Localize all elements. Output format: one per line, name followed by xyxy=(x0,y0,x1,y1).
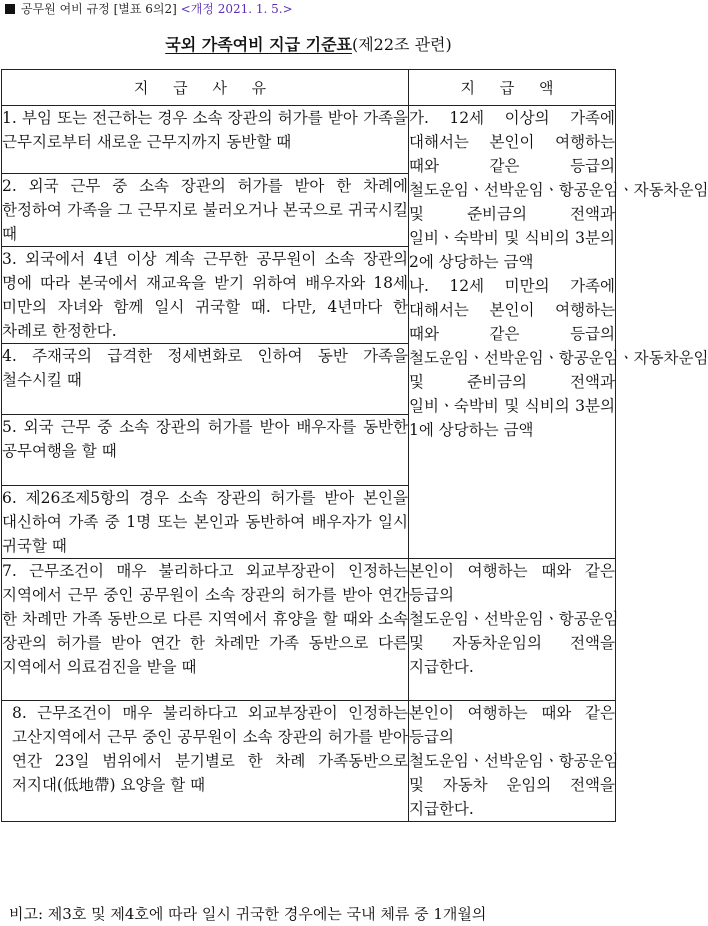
table-row xyxy=(2,559,616,701)
reason-cell-5: 5. 외국 근무 중 소속 장관의 허가를 받아 배우자를 동반한 공무여행을 할 때 xyxy=(2,415,409,486)
reason-cell-8: 8. 근무조건이 매우 불리하다고 외교부장관이 인정하는 고산지역에서 근무 중인 공무원이 소속 장관의 허가를 받아 연간 23일 범위에서 분기별로 한 차례 가족동반으로 저지대(低地帶) 요양을 할 때 xyxy=(2,701,409,822)
square-bullet-icon xyxy=(5,4,15,14)
reason-cell-3: 3. 외국에서 4년 이상 계속 근무한 공무원이 소속 장관의 명에 따라 본국에서 재교육을 받기 위하여 배우자와 18세 미만의 자녀와 함께 일시 귀국할 때. 다만, 4년마다 한 차례로 한정한다. xyxy=(2,247,409,344)
table-row xyxy=(2,701,616,822)
page-title xyxy=(0,34,617,56)
amount-cell-8: 본인이 여행하는 때와 같은 등급의 철도운임ㆍ선박운임ㆍ항공운임 및 자동차 운임의 전액을 지급한다. xyxy=(409,701,616,822)
document-header xyxy=(5,0,293,18)
reason-cell-1: 1. 부임 또는 전근하는 경우 소속 장관의 허가를 받아 가족을 근무지로부터 새로운 근무지까지 동반할 때 xyxy=(2,106,409,174)
reason-cell-7: 7. 근무조건이 매우 불리하다고 외교부장관이 인정하는 지역에서 근무 중인 공무원이 소속 장관의 허가를 받아 연간 한 차례만 가족 동반으로 다른 지역에서 휴양을 할 때와 소속 장관의 허가를 받아 연간 한 차례만 가족 동반으로 다른 지역에서 의료검진을 받을 때 xyxy=(2,559,409,701)
column-header-amount: 지 급 액 xyxy=(409,70,616,106)
allowance-table xyxy=(1,69,708,822)
amount-item-a: 가. 12세 이상의 가족에 대해서는 본인이 여행하는 때와 같은 등급의 철도운임ㆍ선박운임ㆍ항공운임ㆍ자동차운임 및 준비금의 전액과 일비ㆍ숙박비 및 식비의 3분의 2에 상당하는 금액 xyxy=(409,109,708,271)
reason-cell-6: 6. 제26조제5항의 경우 소속 장관의 허가를 받아 본인을 대신하여 가족 중 1명 또는 본인과 동반하여 배우자가 일시 귀국할 때 xyxy=(2,486,409,559)
reason-cell-2: 2. 외국 근무 중 소속 장관의 허가를 받아 한 차례에 한정하여 가족을 그 근무지로 불러오거나 본국으로 귀국시킬 때 xyxy=(2,174,409,247)
revision-note: <개정 2021. 1. 5.> xyxy=(180,2,293,16)
amount-cell-7: 본인이 여행하는 때와 같은 등급의 철도운임ㆍ선박운임ㆍ항공운임 및 자동차운임의 전액을 지급한다. xyxy=(409,559,616,701)
table-header-row xyxy=(2,70,616,106)
footnote: 비고: 제3호 및 제4호에 따라 일시 귀국한 경우에는 국내 체류 중 1개월의 xyxy=(9,905,487,923)
column-header-reason: 지 급 사 유 xyxy=(2,70,409,106)
table-row xyxy=(2,106,616,174)
amount-cell-family xyxy=(409,106,708,559)
title-suffix: (제22조 관련) xyxy=(351,35,452,54)
reason-cell-4: 4. 주재국의 급격한 정세변화로 인하여 동반 가족을 철수시킬 때 xyxy=(2,344,409,415)
amount-item-b: 나. 12세 미만의 가족에 대해서는 본인이 여행하는 때와 같은 등급의 철도운임ㆍ선박운임ㆍ항공운임ㆍ자동차운임 및 준비금의 전액과 일비ㆍ숙박비 및 식비의 3분의 1에 상당하는 금액 xyxy=(409,277,708,439)
title-main: 국외 가족여비 지급 기준표 xyxy=(165,35,352,54)
header-text: 공무원 여비 규정 [별표 6의2] xyxy=(21,2,177,16)
